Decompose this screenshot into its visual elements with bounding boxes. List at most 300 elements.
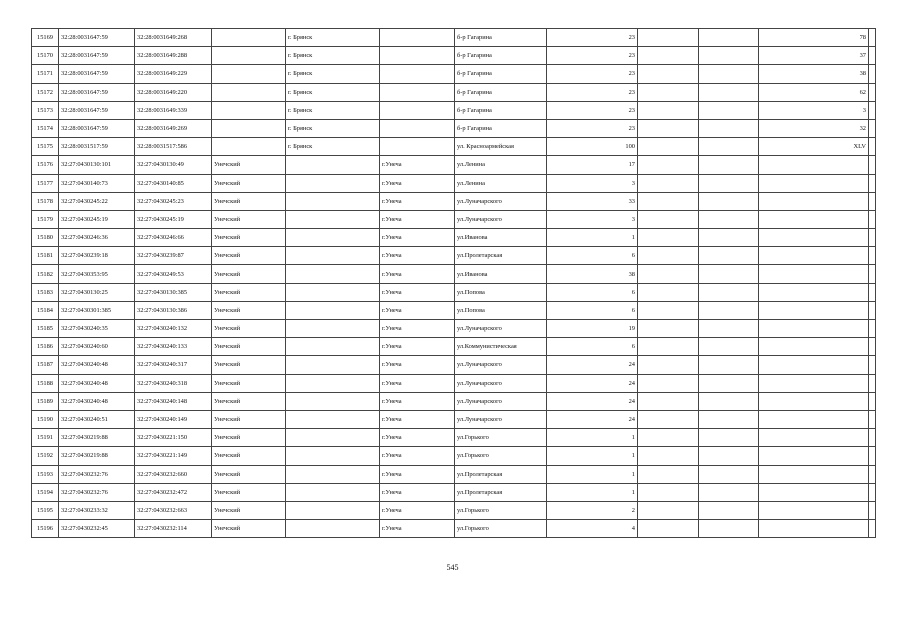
cell-extra: [869, 501, 876, 519]
cell-parent-cadastral: 32:27:0430240:48: [59, 356, 135, 374]
cell-district: Унечский: [212, 320, 286, 338]
cell-building: [638, 429, 699, 447]
cell-district: Унечский: [212, 447, 286, 465]
table-row: [32, 156, 876, 174]
cell-apartment: [759, 356, 869, 374]
cell-locality: [380, 83, 455, 101]
cell-district: Унечский: [212, 429, 286, 447]
cell-street: ул.Иванова: [455, 229, 547, 247]
cell-structure: [699, 83, 759, 101]
cell-district: Унечский: [212, 210, 286, 228]
cell-house: 6: [547, 301, 638, 319]
cell-locality: г.Унеча: [380, 229, 455, 247]
cell-street: б-р Гагарина: [455, 47, 547, 65]
cell-street: ул.Луначарского: [455, 320, 547, 338]
cell-cadastral-number: 32:27:0430249:53: [135, 265, 212, 283]
cell-street: ул.Луначарского: [455, 374, 547, 392]
table-row: [32, 138, 876, 156]
table-row: [32, 47, 876, 65]
cell-locality: г.Унеча: [380, 392, 455, 410]
cell-cadastral-number: 32:28:0031517:586: [135, 138, 212, 156]
cell-building: [638, 156, 699, 174]
cell-street: б-р Гагарина: [455, 119, 547, 137]
table-row: [32, 301, 876, 319]
cell-cadastral-number: 32:27:0430130:385: [135, 283, 212, 301]
cell-settlement: [286, 429, 380, 447]
cell-apartment: [759, 174, 869, 192]
cell-settlement: г. Брянск: [286, 119, 380, 137]
cell-cadastral-number: 32:27:0430221:149: [135, 447, 212, 465]
cell-house: 6: [547, 338, 638, 356]
cell-district: Унечский: [212, 283, 286, 301]
cell-locality: г.Унеча: [380, 429, 455, 447]
cell-settlement: [286, 247, 380, 265]
cell-cadastral-number: 32:28:0031649:229: [135, 65, 212, 83]
table-row: [32, 65, 876, 83]
cell-settlement: [286, 192, 380, 210]
cell-building: [638, 320, 699, 338]
cell-parent-cadastral: 32:27:0430245:22: [59, 192, 135, 210]
cell-district: Унечский: [212, 156, 286, 174]
cell-id: 15182: [32, 265, 59, 283]
cell-settlement: [286, 356, 380, 374]
cell-parent-cadastral: 32:27:0430233:32: [59, 501, 135, 519]
cell-structure: [699, 465, 759, 483]
cell-building: [638, 229, 699, 247]
cell-house: 24: [547, 392, 638, 410]
table-row: [32, 501, 876, 519]
cell-building: [638, 174, 699, 192]
cell-house: 2: [547, 501, 638, 519]
cell-id: 15175: [32, 138, 59, 156]
cell-extra: [869, 119, 876, 137]
cell-structure: [699, 501, 759, 519]
cell-id: 15189: [32, 392, 59, 410]
cell-building: [638, 47, 699, 65]
cell-cadastral-number: 32:27:0430240:148: [135, 392, 212, 410]
cell-parent-cadastral: 32:27:0430130:101: [59, 156, 135, 174]
cell-cadastral-number: 32:27:0430239:87: [135, 247, 212, 265]
cell-extra: [869, 392, 876, 410]
cell-id: 15188: [32, 374, 59, 392]
cell-district: Унечский: [212, 229, 286, 247]
cell-parent-cadastral: 32:28:0031647:59: [59, 47, 135, 65]
cell-district: Унечский: [212, 265, 286, 283]
cell-id: 15191: [32, 429, 59, 447]
cell-structure: [699, 119, 759, 137]
cell-cadastral-number: 32:28:0031649:288: [135, 47, 212, 65]
cell-district: Унечский: [212, 174, 286, 192]
registry-rows: [32, 29, 876, 538]
cell-apartment: XLV: [759, 138, 869, 156]
table-row: [32, 410, 876, 428]
cell-parent-cadastral: 32:27:0430232:76: [59, 483, 135, 501]
table-row: [32, 465, 876, 483]
cell-street: ул.Горького: [455, 501, 547, 519]
cell-id: 15178: [32, 192, 59, 210]
cell-extra: [869, 47, 876, 65]
table-row: [32, 83, 876, 101]
cell-locality: г.Унеча: [380, 174, 455, 192]
registry-sheet: [31, 28, 876, 538]
cell-building: [638, 29, 699, 47]
cell-structure: [699, 320, 759, 338]
cell-street: ул.Иванова: [455, 265, 547, 283]
cell-extra: [869, 338, 876, 356]
cell-house: 1: [547, 465, 638, 483]
cell-street: ул.Луначарского: [455, 210, 547, 228]
cell-parent-cadastral: 32:28:0031647:59: [59, 83, 135, 101]
cell-extra: [869, 210, 876, 228]
cell-extra: [869, 156, 876, 174]
cell-building: [638, 301, 699, 319]
cell-house: 33: [547, 192, 638, 210]
cell-district: Унечский: [212, 374, 286, 392]
cell-district: [212, 83, 286, 101]
cell-id: 15180: [32, 229, 59, 247]
cell-settlement: [286, 447, 380, 465]
table-row: [32, 356, 876, 374]
cell-house: 1: [547, 229, 638, 247]
cell-house: 23: [547, 47, 638, 65]
cell-house: 23: [547, 29, 638, 47]
cell-settlement: [286, 320, 380, 338]
cell-house: 6: [547, 283, 638, 301]
cell-street: ул.Горького: [455, 447, 547, 465]
cell-parent-cadastral: 32:27:0430240:48: [59, 374, 135, 392]
cell-parent-cadastral: 32:27:0430245:19: [59, 210, 135, 228]
cell-structure: [699, 156, 759, 174]
cell-settlement: [286, 410, 380, 428]
cell-locality: [380, 29, 455, 47]
table-row: [32, 320, 876, 338]
cell-settlement: [286, 283, 380, 301]
cell-parent-cadastral: 32:27:0430140:73: [59, 174, 135, 192]
cell-street: б-р Гагарина: [455, 65, 547, 83]
cell-settlement: [286, 374, 380, 392]
cell-district: Унечский: [212, 301, 286, 319]
cell-district: [212, 119, 286, 137]
cell-id: 15177: [32, 174, 59, 192]
cell-locality: г.Унеча: [380, 192, 455, 210]
cell-district: Унечский: [212, 192, 286, 210]
cell-structure: [699, 483, 759, 501]
cell-house: 24: [547, 374, 638, 392]
cell-apartment: 32: [759, 119, 869, 137]
cell-structure: [699, 338, 759, 356]
cell-apartment: [759, 247, 869, 265]
cell-street: ул.Луначарского: [455, 410, 547, 428]
cell-cadastral-number: 32:27:0430240:318: [135, 374, 212, 392]
cell-district: [212, 101, 286, 119]
cell-street: ул.Пролетарская: [455, 247, 547, 265]
cell-id: 15170: [32, 47, 59, 65]
cell-cadastral-number: 32:28:0031649:268: [135, 29, 212, 47]
cell-settlement: [286, 483, 380, 501]
cell-extra: [869, 356, 876, 374]
cell-id: 15184: [32, 301, 59, 319]
cell-building: [638, 265, 699, 283]
cell-id: 15187: [32, 356, 59, 374]
cell-cadastral-number: 32:27:0430130:49: [135, 156, 212, 174]
cell-parent-cadastral: 32:27:0430219:88: [59, 447, 135, 465]
registry-table: [31, 28, 876, 538]
cell-locality: г.Унеча: [380, 447, 455, 465]
cell-building: [638, 138, 699, 156]
cell-parent-cadastral: 32:28:0031647:59: [59, 29, 135, 47]
cell-cadastral-number: 32:27:0430232:663: [135, 501, 212, 519]
cell-building: [638, 520, 699, 538]
cell-settlement: [286, 465, 380, 483]
cell-locality: г.Унеча: [380, 301, 455, 319]
cell-id: 15176: [32, 156, 59, 174]
cell-house: 1: [547, 447, 638, 465]
cell-house: 17: [547, 156, 638, 174]
cell-house: 24: [547, 356, 638, 374]
cell-apartment: [759, 156, 869, 174]
cell-settlement: [286, 210, 380, 228]
cell-extra: [869, 283, 876, 301]
cell-building: [638, 101, 699, 119]
cell-id: 15186: [32, 338, 59, 356]
cell-locality: г.Унеча: [380, 374, 455, 392]
cell-settlement: [286, 265, 380, 283]
cell-structure: [699, 210, 759, 228]
cell-street: ул. Красноармейская: [455, 138, 547, 156]
cell-cadastral-number: 32:27:0430232:114: [135, 520, 212, 538]
cell-apartment: [759, 447, 869, 465]
cell-house: 23: [547, 65, 638, 83]
cell-locality: [380, 65, 455, 83]
cell-extra: [869, 374, 876, 392]
cell-extra: [869, 520, 876, 538]
cell-structure: [699, 520, 759, 538]
cell-house: 3: [547, 174, 638, 192]
cell-apartment: [759, 338, 869, 356]
cell-structure: [699, 138, 759, 156]
cell-locality: г.Унеча: [380, 483, 455, 501]
cell-id: 15192: [32, 447, 59, 465]
cell-district: [212, 138, 286, 156]
cell-cadastral-number: 32:27:0430240:132: [135, 320, 212, 338]
cell-house: 1: [547, 483, 638, 501]
cell-id: 15183: [32, 283, 59, 301]
cell-locality: г.Унеча: [380, 465, 455, 483]
cell-extra: [869, 229, 876, 247]
cell-house: 19: [547, 320, 638, 338]
cell-cadastral-number: 32:27:0430240:133: [135, 338, 212, 356]
cell-apartment: [759, 210, 869, 228]
cell-street: ул.Пролетарская: [455, 465, 547, 483]
cell-district: Унечский: [212, 338, 286, 356]
cell-extra: [869, 301, 876, 319]
cell-street: ул.Ленина: [455, 156, 547, 174]
cell-settlement: [286, 156, 380, 174]
cell-house: 4: [547, 520, 638, 538]
cell-id: 15179: [32, 210, 59, 228]
cell-parent-cadastral: 32:27:0430240:51: [59, 410, 135, 428]
cell-locality: [380, 138, 455, 156]
cell-parent-cadastral: 32:27:0430219:88: [59, 429, 135, 447]
cell-building: [638, 283, 699, 301]
cell-locality: г.Унеча: [380, 356, 455, 374]
cell-street: ул.Коммунистическая: [455, 338, 547, 356]
cell-settlement: [286, 520, 380, 538]
cell-district: Унечский: [212, 465, 286, 483]
cell-settlement: г. Брянск: [286, 29, 380, 47]
cell-cadastral-number: 32:27:0430130:386: [135, 301, 212, 319]
cell-apartment: [759, 501, 869, 519]
cell-structure: [699, 47, 759, 65]
cell-apartment: [759, 229, 869, 247]
cell-extra: [869, 447, 876, 465]
cell-structure: [699, 374, 759, 392]
cell-cadastral-number: 32:27:0430140:85: [135, 174, 212, 192]
cell-extra: [869, 83, 876, 101]
cell-street: ул.Горького: [455, 520, 547, 538]
cell-cadastral-number: 32:27:0430246:66: [135, 229, 212, 247]
table-row: [32, 338, 876, 356]
cell-house: 23: [547, 101, 638, 119]
cell-settlement: [286, 174, 380, 192]
cell-street: ул.Ленина: [455, 174, 547, 192]
cell-locality: г.Унеча: [380, 320, 455, 338]
table-row: [32, 429, 876, 447]
cell-locality: г.Унеча: [380, 265, 455, 283]
cell-extra: [869, 192, 876, 210]
cell-parent-cadastral: 32:28:0031647:59: [59, 119, 135, 137]
cell-apartment: 62: [759, 83, 869, 101]
cell-apartment: 3: [759, 101, 869, 119]
cell-street: ул.Луначарского: [455, 392, 547, 410]
cell-locality: [380, 101, 455, 119]
cell-district: Унечский: [212, 392, 286, 410]
cell-building: [638, 447, 699, 465]
cell-structure: [699, 447, 759, 465]
table-row: [32, 483, 876, 501]
cell-cadastral-number: 32:27:0430240:149: [135, 410, 212, 428]
cell-locality: г.Унеча: [380, 210, 455, 228]
cell-extra: [869, 483, 876, 501]
cell-structure: [699, 392, 759, 410]
cell-settlement: [286, 501, 380, 519]
table-row: [32, 210, 876, 228]
cell-locality: г.Унеча: [380, 338, 455, 356]
cell-house: 24: [547, 410, 638, 428]
cell-building: [638, 465, 699, 483]
cell-parent-cadastral: 32:27:0430130:25: [59, 283, 135, 301]
cell-building: [638, 210, 699, 228]
cell-extra: [869, 65, 876, 83]
table-row: [32, 119, 876, 137]
table-row: [32, 192, 876, 210]
cell-apartment: [759, 520, 869, 538]
table-row: [32, 174, 876, 192]
cell-structure: [699, 301, 759, 319]
cell-structure: [699, 29, 759, 47]
cell-cadastral-number: 32:28:0031649:339: [135, 101, 212, 119]
cell-structure: [699, 247, 759, 265]
cell-building: [638, 501, 699, 519]
cell-id: 15195: [32, 501, 59, 519]
cell-extra: [869, 29, 876, 47]
cell-cadastral-number: 32:27:0430232:660: [135, 465, 212, 483]
cell-street: б-р Гагарина: [455, 101, 547, 119]
cell-structure: [699, 429, 759, 447]
cell-building: [638, 119, 699, 137]
cell-street: б-р Гагарина: [455, 83, 547, 101]
cell-district: [212, 65, 286, 83]
cell-street: ул.Пролетарская: [455, 483, 547, 501]
cell-house: 6: [547, 247, 638, 265]
cell-extra: [869, 174, 876, 192]
cell-structure: [699, 101, 759, 119]
cell-locality: [380, 119, 455, 137]
cell-district: Унечский: [212, 410, 286, 428]
cell-cadastral-number: 32:28:0031649:269: [135, 119, 212, 137]
table-row: [32, 374, 876, 392]
cell-apartment: [759, 283, 869, 301]
cell-structure: [699, 283, 759, 301]
cell-settlement: г. Брянск: [286, 138, 380, 156]
cell-street: б-р Гагарина: [455, 29, 547, 47]
cell-parent-cadastral: 32:27:0430240:60: [59, 338, 135, 356]
cell-id: 15171: [32, 65, 59, 83]
cell-id: 15174: [32, 119, 59, 137]
cell-apartment: [759, 465, 869, 483]
cell-parent-cadastral: 32:27:0430232:76: [59, 465, 135, 483]
cell-locality: г.Унеча: [380, 247, 455, 265]
table-row: [32, 392, 876, 410]
cell-parent-cadastral: 32:27:0430240:48: [59, 392, 135, 410]
cell-building: [638, 65, 699, 83]
cell-extra: [869, 410, 876, 428]
cell-parent-cadastral: 32:27:0430353:95: [59, 265, 135, 283]
cell-house: 1: [547, 429, 638, 447]
cell-building: [638, 410, 699, 428]
table-row: [32, 229, 876, 247]
cell-district: Унечский: [212, 520, 286, 538]
cell-parent-cadastral: 32:27:0430301:385: [59, 301, 135, 319]
cell-building: [638, 483, 699, 501]
cell-locality: г.Унеча: [380, 410, 455, 428]
cell-locality: г.Унеча: [380, 501, 455, 519]
cell-id: 15194: [32, 483, 59, 501]
cell-structure: [699, 356, 759, 374]
cell-district: Унечский: [212, 501, 286, 519]
cell-extra: [869, 429, 876, 447]
cell-structure: [699, 410, 759, 428]
cell-settlement: [286, 301, 380, 319]
table-row: [32, 265, 876, 283]
table-row: [32, 247, 876, 265]
table-row: [32, 447, 876, 465]
cell-structure: [699, 229, 759, 247]
cell-street: ул.Луначарского: [455, 356, 547, 374]
cell-apartment: [759, 374, 869, 392]
cell-structure: [699, 65, 759, 83]
cell-cadastral-number: 32:27:0430240:317: [135, 356, 212, 374]
cell-settlement: г. Брянск: [286, 83, 380, 101]
cell-parent-cadastral: 32:27:0430239:18: [59, 247, 135, 265]
cell-id: 15196: [32, 520, 59, 538]
cell-extra: [869, 265, 876, 283]
cell-district: Унечский: [212, 356, 286, 374]
cell-locality: г.Унеча: [380, 156, 455, 174]
cell-settlement: г. Брянск: [286, 47, 380, 65]
cell-house: 100: [547, 138, 638, 156]
cell-extra: [869, 247, 876, 265]
